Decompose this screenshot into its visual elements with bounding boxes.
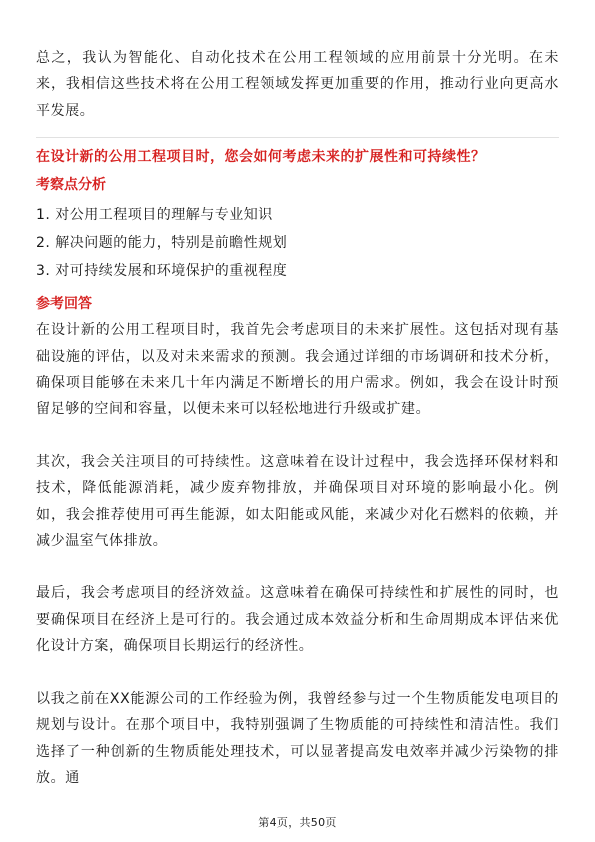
answer-paragraph: 以我之前在XX能源公司的工作经验为例，我曾经参与过一个生物质能发电项目的规划与设计。在那个项目中，我特别强调了生物质能的可持续性和清洁性。我们选择了一种创新的生物质能处理技术，可以显著提高发电效率并减少污染物的排放。通: [36, 690, 559, 786]
answer-paragraph: 在设计新的公用工程项目时，我首先会考虑项目的未来扩展性。这包括对现有基础设施的评估，以及对未来需求的预测。我会通过详细的市场调研和技术分析，确保项目能够在未来几十年内满足不断增长的用户需求。例如，我会在设计时预留足够的空间和容量，以便未来可以轻松地进行升级或扩建。: [36, 322, 559, 418]
analysis-title: 考察点分析: [36, 177, 106, 194]
document-page: [36, 45, 559, 791]
analysis-points: [36, 201, 559, 285]
question-heading: 在设计新的公用工程项目时，您会如何考虑未来的扩展性和可持续性？: [36, 149, 486, 166]
answer-title: 参考回答: [36, 296, 92, 313]
answer-paragraph: 其次，我会关注项目的可持续性。这意味着在设计过程中，我会选择环保材料和技术，降低能源消耗，减少废弃物排放，并确保项目对环境的影响最小化。例如，我会推荐使用可再生能源，如太阳能或风能，来减少对化石燃料的依赖，并减少温室气体排放。: [36, 453, 559, 550]
analysis-point: 1. 对公用工程项目的理解与专业知识: [36, 207, 273, 224]
page-number-footer: 第4页，共50页: [258, 816, 337, 829]
intro-paragraph: 总之，我认为智能化、自动化技术在公用工程领域的应用前景十分光明。在未来，我相信这些技术将在公用工程领域发挥更加重要的作用，推动行业向更高水平发展。: [36, 50, 559, 119]
analysis-point: 2. 解决问题的能力，特别是前瞻性规划: [36, 235, 288, 252]
section-divider: [36, 137, 559, 138]
answer-paragraph: 最后，我会考虑项目的经济效益。这意味着在确保可持续性和扩展性的同时，也要确保项目在经济上是可行的。我会通过成本效益分析和生命周期成本评估来优化设计方案，确保项目长期运行的经济性。: [36, 585, 559, 655]
analysis-point: 3. 对可持续发展和环境保护的重视程度: [36, 263, 288, 280]
